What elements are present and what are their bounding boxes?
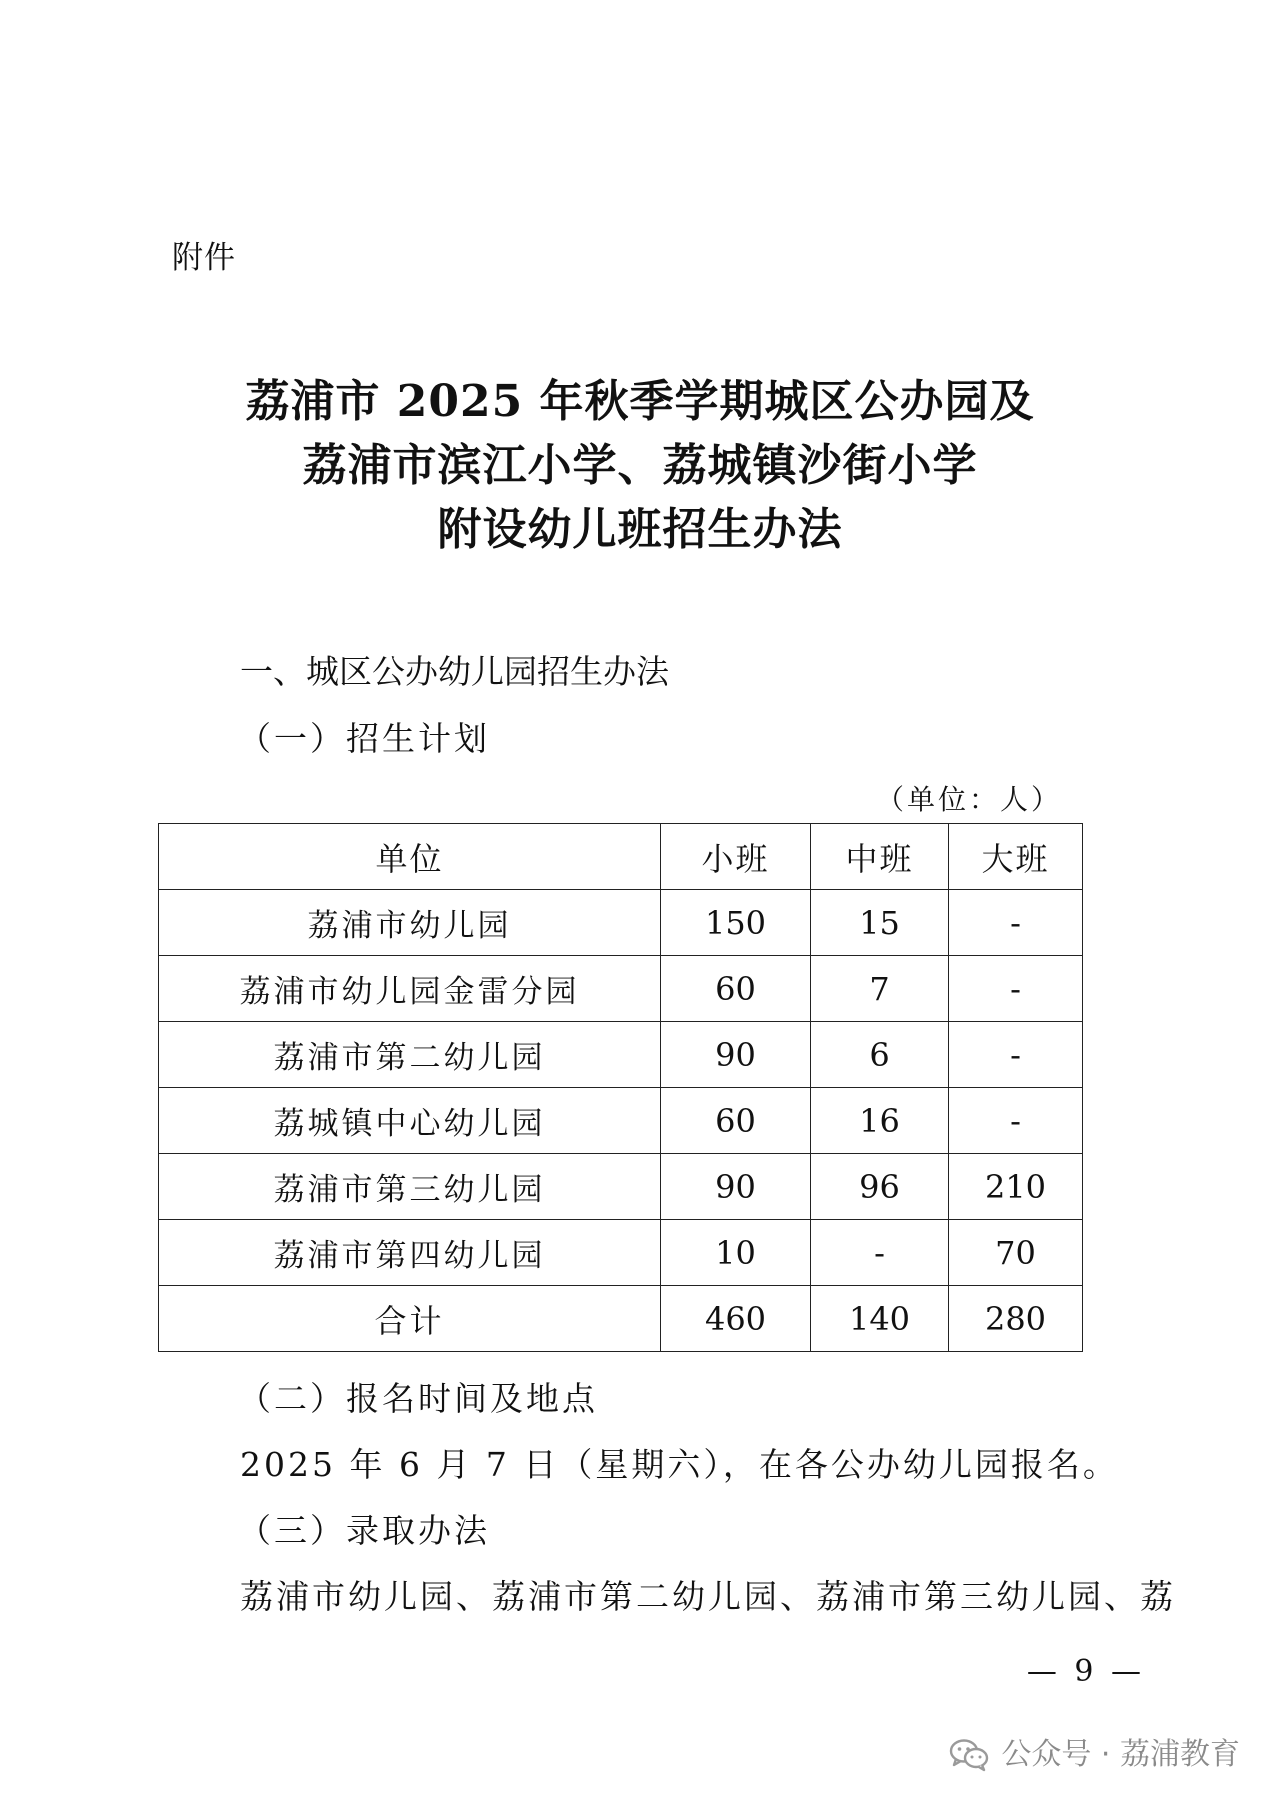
row-name: 荔浦市第三幼儿园 — [159, 1154, 661, 1220]
row-large: - — [949, 890, 1083, 956]
table-header-row — [159, 824, 1083, 890]
total-middle: 140 — [811, 1286, 949, 1352]
wechat-icon — [949, 1738, 989, 1772]
row-small: 10 — [661, 1220, 811, 1286]
table-row — [159, 956, 1083, 1022]
watermark-text: 公众号 · 荔浦教育 — [1001, 1737, 1240, 1772]
row-middle: 96 — [811, 1154, 949, 1220]
subheading-enrollment-plan: （一）招生计划 — [238, 719, 490, 758]
enrollment-table — [158, 823, 1083, 1352]
row-large: - — [949, 956, 1083, 1022]
row-name: 荔浦市幼儿园金雷分园 — [159, 956, 661, 1022]
header-small-class: 小班 — [661, 824, 811, 890]
row-name: 荔浦市幼儿园 — [159, 890, 661, 956]
row-middle: - — [811, 1220, 949, 1286]
row-small: 90 — [661, 1022, 811, 1088]
header-large-class: 大班 — [949, 824, 1083, 890]
attachment-label: 附件 — [172, 240, 236, 276]
document-title — [160, 370, 1120, 562]
table-row — [159, 1154, 1083, 1220]
title-line-3: 附设幼儿班招生办法 — [437, 504, 843, 555]
header-unit: 单位 — [159, 824, 661, 890]
row-large: - — [949, 1022, 1083, 1088]
page-number: — 9 — — [1026, 1654, 1145, 1689]
subheading-registration: （二）报名时间及地点 — [238, 1379, 598, 1418]
total-small: 460 — [661, 1286, 811, 1352]
header-middle-class: 中班 — [811, 824, 949, 890]
table-row — [159, 890, 1083, 956]
table-row — [159, 1088, 1083, 1154]
registration-text: 2025 年 6 月 7 日（星期六），在各公办幼儿园报名。 — [240, 1445, 1119, 1484]
total-name: 合计 — [159, 1286, 661, 1352]
table-row — [159, 1220, 1083, 1286]
row-small: 90 — [661, 1154, 811, 1220]
row-middle: 16 — [811, 1088, 949, 1154]
title-line-2: 荔浦市滨江小学、荔城镇沙街小学 — [302, 440, 978, 491]
admission-text: 荔浦市幼儿园、荔浦市第二幼儿园、荔浦市第三幼儿园、荔 — [240, 1577, 1176, 1616]
row-small: 60 — [661, 1088, 811, 1154]
table-total-row — [159, 1286, 1083, 1352]
row-middle: 7 — [811, 956, 949, 1022]
watermark — [949, 1735, 1240, 1775]
subheading-admission: （三）录取办法 — [238, 1511, 490, 1550]
unit-note: （单位：人） — [875, 783, 1062, 816]
row-small: 150 — [661, 890, 811, 956]
section-heading: 一、城区公办幼儿园招生办法 — [240, 652, 669, 691]
row-small: 60 — [661, 956, 811, 1022]
row-large: - — [949, 1088, 1083, 1154]
row-large: 210 — [949, 1154, 1083, 1220]
row-large: 70 — [949, 1220, 1083, 1286]
title-line-1: 荔浦市 2025 年秋季学期城区公办园及 — [245, 376, 1035, 427]
total-large: 280 — [949, 1286, 1083, 1352]
row-name: 荔浦市第二幼儿园 — [159, 1022, 661, 1088]
row-middle: 6 — [811, 1022, 949, 1088]
table-row — [159, 1022, 1083, 1088]
row-name: 荔浦市第四幼儿园 — [159, 1220, 661, 1286]
row-middle: 15 — [811, 890, 949, 956]
row-name: 荔城镇中心幼儿园 — [159, 1088, 661, 1154]
